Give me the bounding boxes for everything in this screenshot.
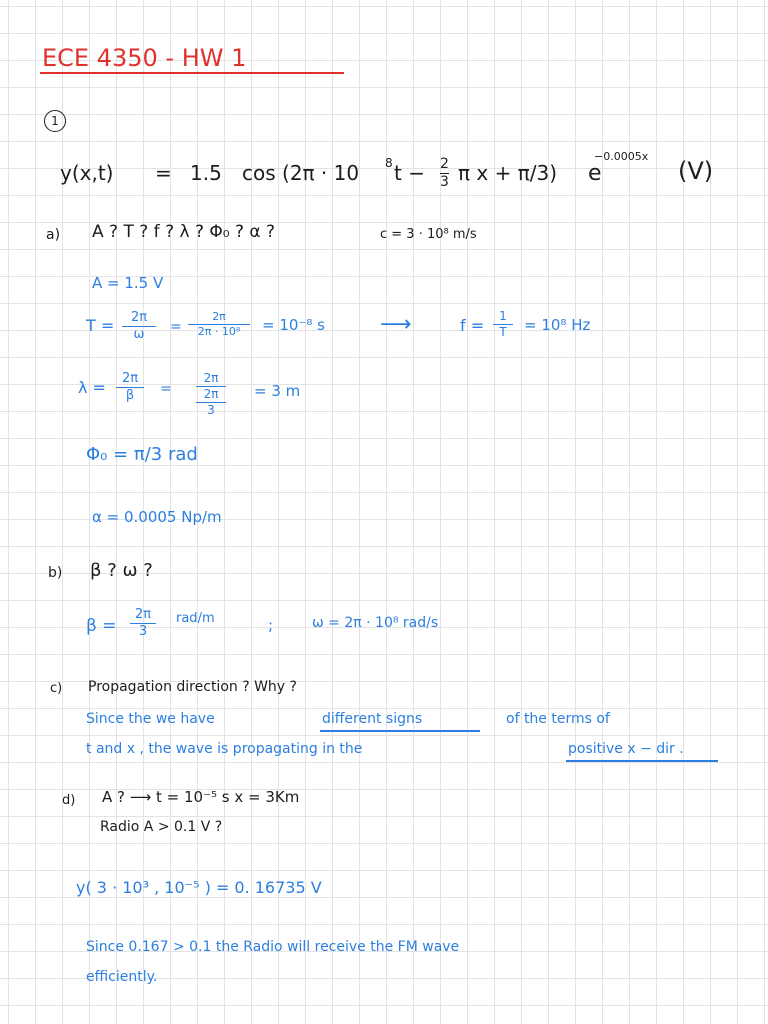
- underline-positive-direction: [566, 760, 718, 762]
- eq-amplitude: 1.5: [190, 161, 222, 185]
- eq-t: t −: [394, 161, 425, 185]
- title-underline: [40, 72, 344, 74]
- period-frac-2: [188, 311, 250, 338]
- omega-answer: ω = 2π · 10⁸ rad/s: [312, 615, 439, 631]
- main-equation: [60, 150, 760, 200]
- period-frac-1-num: 2π: [130, 310, 148, 325]
- beta-frac: [130, 608, 156, 640]
- amplitude-answer: A = 1.5 V: [92, 274, 164, 292]
- eq-exp8: 8: [385, 156, 393, 170]
- part-c-line1-b: different signs: [322, 711, 423, 727]
- frequency-frac-num: 1: [499, 309, 507, 323]
- part-d-label: d): [62, 793, 76, 808]
- part-d-radio: Radio A > 0.1 V ?: [100, 819, 223, 835]
- part-a-question: A ? T ? f ? λ ? Φ₀ ? α ?: [92, 222, 276, 242]
- arrow-to-frequency: ⟶: [380, 312, 412, 337]
- part-c-line2-b: positive x − dir .: [568, 741, 684, 757]
- part-a-label: a): [46, 227, 61, 243]
- part-b-separator: ;: [268, 616, 274, 634]
- frequency-frac-den: T: [499, 325, 507, 340]
- wavelength-lhs: λ =: [78, 378, 106, 397]
- part-c-line1-a: Since the we have: [86, 711, 215, 727]
- underline-different-signs: [320, 730, 480, 732]
- speed-of-light: c = 3 · 10⁸ m/s: [380, 227, 477, 242]
- page-title: ECE 4350 - HW 1: [42, 44, 247, 72]
- period-frac-1: [122, 311, 156, 343]
- part-c-label: c): [50, 681, 63, 696]
- part-b-question: β ? ω ?: [90, 560, 153, 581]
- part-d-conclusion-2: efficiently.: [86, 969, 158, 985]
- part-b-label: b): [48, 565, 63, 581]
- wavelength-result: = 3 m: [254, 382, 301, 400]
- wavelength-frac-1-den: β: [125, 388, 135, 404]
- beta-unit: rad/m: [176, 611, 215, 626]
- part-c-question: Propagation direction ? Why ?: [88, 679, 297, 695]
- period-result: = 10⁻⁸ s: [262, 316, 325, 334]
- eq-unit: (V): [678, 157, 714, 185]
- period-frac-2-num: 2π: [212, 310, 226, 323]
- wavelength-frac-1-num: 2π: [121, 371, 139, 386]
- part-d-question: A ? ⟶ t = 10⁻⁵ s x = 3Km: [102, 788, 300, 806]
- wavelength-frac-2-den-num: 2π: [203, 387, 219, 402]
- frequency-result: = 10⁸ Hz: [524, 316, 591, 334]
- part-d-conclusion-1: Since 0.167 > 0.1 the Radio will receive the FM wave: [86, 939, 460, 955]
- phase-answer: Φ₀ = π/3 rad: [86, 444, 198, 465]
- wavelength-eq: =: [160, 381, 172, 397]
- eq-equals: =: [155, 161, 172, 185]
- eq-frac-num: 2: [440, 156, 449, 172]
- attenuation-answer: α = 0.0005 Np/m: [92, 508, 222, 526]
- eq-cos: cos (2π · 10: [242, 161, 360, 185]
- beta-frac-den: 3: [138, 624, 148, 640]
- problem-number: [44, 110, 66, 132]
- beta-frac-num: 2π: [134, 607, 152, 622]
- frequency-frac: [493, 310, 513, 339]
- eq-e: e: [588, 161, 602, 186]
- part-d-result: y( 3 · 10³ , 10⁻⁵ ) = 0. 16735 V: [76, 878, 322, 897]
- wavelength-frac-2: [196, 372, 226, 418]
- wavelength-frac-2-den-den: 3: [207, 403, 215, 418]
- eq-lhs: y(x,t): [60, 161, 114, 185]
- eq-exponent: −0.0005x: [594, 150, 649, 163]
- period-frac-2-den: 2π · 10⁸: [197, 325, 241, 339]
- period-frac-1-den: ω: [133, 327, 145, 343]
- eq-frac-den: 3: [440, 174, 449, 191]
- eq-rest: π x + π/3): [458, 161, 558, 185]
- wavelength-frac-1: [116, 372, 144, 404]
- eq-fraction: [440, 157, 449, 191]
- wavelength-frac-2-num: 2π: [203, 371, 219, 385]
- period-lhs: T =: [86, 316, 115, 335]
- problem-number-text: 1: [51, 114, 59, 128]
- part-c-line2-a: t and x , the wave is propagating in the: [86, 741, 363, 757]
- beta-lhs: β =: [86, 616, 117, 636]
- part-c-line1-c: of the terms of: [506, 711, 610, 727]
- period-eq: =: [170, 319, 182, 335]
- frequency-lhs: f =: [460, 316, 485, 335]
